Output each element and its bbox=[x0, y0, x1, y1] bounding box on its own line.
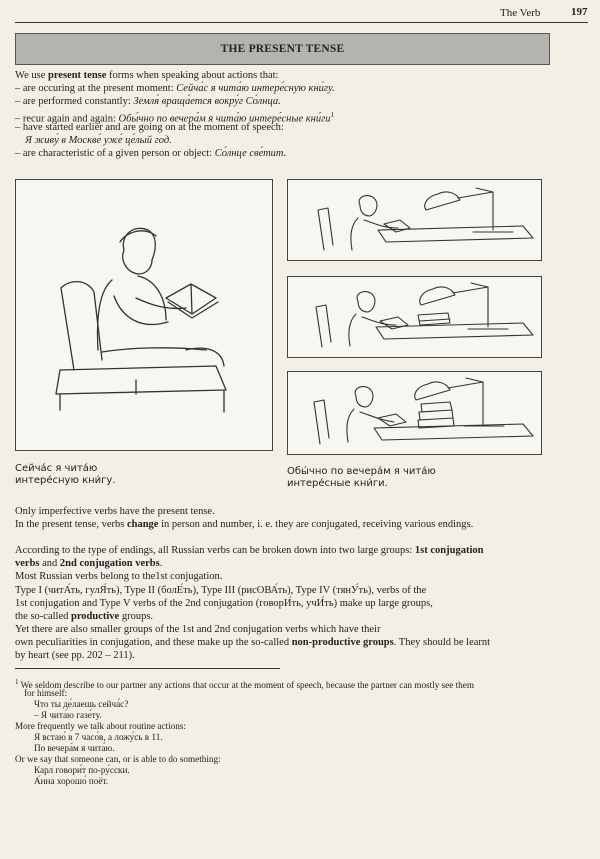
illustration-evening-2 bbox=[287, 276, 542, 358]
man-at-desk-lamp-drawing-1 bbox=[288, 180, 541, 260]
term-2nd-conjugation: 2nd conjugation verbs bbox=[59, 558, 160, 569]
para-nonproductive-line1: Yet there are also smaller groups of the 1st and 2nd conjugation verbs which have their bbox=[15, 624, 381, 635]
section-title: THE PRESENT TENSE bbox=[15, 33, 550, 65]
term-productive: productive bbox=[70, 611, 120, 622]
footnote-rule bbox=[15, 668, 280, 669]
text: – recur again and again: bbox=[15, 113, 119, 125]
text: We seldom describe to our partner any actions that occur at the moment of speech, because the partner can mostly see them bbox=[20, 680, 475, 691]
footnote-line1 bbox=[15, 677, 474, 691]
footnote-example: Карл говори́т по-ру́сски. bbox=[34, 765, 130, 775]
example: Земля́ враща́ется вокру́г Со́лнца. bbox=[133, 96, 281, 107]
text: groups. bbox=[119, 611, 154, 622]
text: the so-called bbox=[15, 611, 71, 622]
intro-line bbox=[15, 70, 278, 82]
footnote-example: Что ты де́лаешь сейча́с? bbox=[34, 699, 129, 709]
term-1st-conjugation: 1st conjugation bbox=[414, 545, 484, 556]
caption-line: интере́сные кни́ги. bbox=[287, 478, 388, 489]
illustration-evening-1 bbox=[287, 179, 542, 261]
text: According to the type of endings, all Russian verbs can be broken down into two large groups: bbox=[15, 545, 415, 556]
text: – are performed constantly: bbox=[15, 96, 134, 107]
man-at-desk-lamp-drawing-2 bbox=[288, 277, 541, 357]
term-change: change bbox=[126, 519, 159, 530]
illustration-reading-now bbox=[15, 179, 273, 451]
text: forms when speaking about actions that: bbox=[106, 70, 279, 81]
para-nonproductive-line3: by heart (see pp. 202 – 211). bbox=[15, 650, 135, 661]
bullet-present-moment bbox=[15, 83, 335, 95]
man-at-desk-lamp-drawing-3 bbox=[288, 372, 541, 454]
caption-line: Сейча́с я чита́ю bbox=[15, 463, 98, 474]
bullet-started-earlier: – have started earlier and are going on at the moment of speech: bbox=[15, 122, 284, 133]
para-imperfective: Only imperfective verbs have the present tense. bbox=[15, 506, 215, 517]
text: – are characteristic of a given person or object: bbox=[15, 148, 215, 159]
example: Обы́чно по вечера́м я чита́ю интере́сные кни́ги bbox=[118, 113, 331, 125]
para-types-line3 bbox=[15, 611, 153, 623]
illustration-evening-3 bbox=[287, 371, 542, 455]
footnote-example: По вечера́м я чита́ю. bbox=[34, 743, 115, 753]
text: We use bbox=[15, 70, 48, 81]
text: own peculiarities in conjugation, and these make up the so-called bbox=[15, 637, 292, 648]
para-groups-line2 bbox=[15, 558, 162, 570]
text: . bbox=[159, 558, 163, 569]
page-number: 197 bbox=[571, 6, 588, 18]
caption-left bbox=[15, 463, 116, 487]
para-types-line2: 1st conjugation and Type V verbs of the 2nd conjugation (говорИ́ть, учИ́ть) make up large groups, bbox=[15, 598, 433, 609]
para-types-line1: Type I (читА́ть, гулЯ́ть), Type II (болЕ́ть), Type III (рисОВА́ть), Type IV (тянУ́ть), verbs of the bbox=[15, 585, 427, 596]
term-non-productive-groups: non-productive groups bbox=[291, 637, 394, 648]
footnote-line4: Or we say that someone can, or is able to do something: bbox=[15, 754, 221, 764]
text: in person and number, i. e. they are conjugated, receiving various endings. bbox=[158, 519, 474, 530]
para-nonproductive-line2 bbox=[15, 637, 490, 649]
footnote-line3: More frequently we talk about routine actions: bbox=[15, 721, 186, 731]
footnote-ref: 1 bbox=[330, 111, 334, 119]
running-header-section: The Verb bbox=[500, 7, 541, 19]
text: and bbox=[39, 558, 60, 569]
para-groups-line1 bbox=[15, 545, 483, 557]
footnote-line2: for himself: bbox=[24, 688, 68, 698]
text: . They should be learnt bbox=[393, 637, 491, 648]
footnote-example: Я встаю́ в 7 часо́в, а ложу́сь в 11. bbox=[34, 732, 163, 742]
bullet-constant bbox=[15, 96, 281, 108]
header-rule bbox=[15, 22, 588, 23]
caption-line: интере́сную кни́гу. bbox=[15, 475, 116, 486]
caption-right bbox=[287, 466, 436, 490]
text: – are occuring at the present moment: bbox=[15, 83, 177, 94]
term-verbs: verbs bbox=[15, 558, 40, 569]
text: In the present tense, verbs bbox=[15, 519, 127, 530]
footnote-example: – Я чита́ю газе́ту. bbox=[34, 710, 102, 720]
example-live-moscow: Я живу́ в Москве́ уже́ це́лый год. bbox=[25, 135, 172, 146]
man-reading-in-armchair-drawing bbox=[16, 180, 272, 450]
bullet-characteristic bbox=[15, 148, 286, 160]
para-most-verbs: Most Russian verbs belong to the1st conjugation. bbox=[15, 571, 223, 582]
example: Сейча́с я чита́ю интере́сную кни́гу. bbox=[176, 83, 335, 94]
footnote-example: А́нна хорошо́ поёт. bbox=[34, 776, 109, 786]
para-conjugated bbox=[15, 519, 473, 531]
footnote-number: 1 bbox=[15, 678, 19, 686]
caption-line: Обы́чно по вечера́м я чита́ю bbox=[287, 466, 436, 477]
term-present-tense: present tense bbox=[47, 70, 107, 81]
example: Со́лнце све́тит. bbox=[214, 148, 287, 159]
